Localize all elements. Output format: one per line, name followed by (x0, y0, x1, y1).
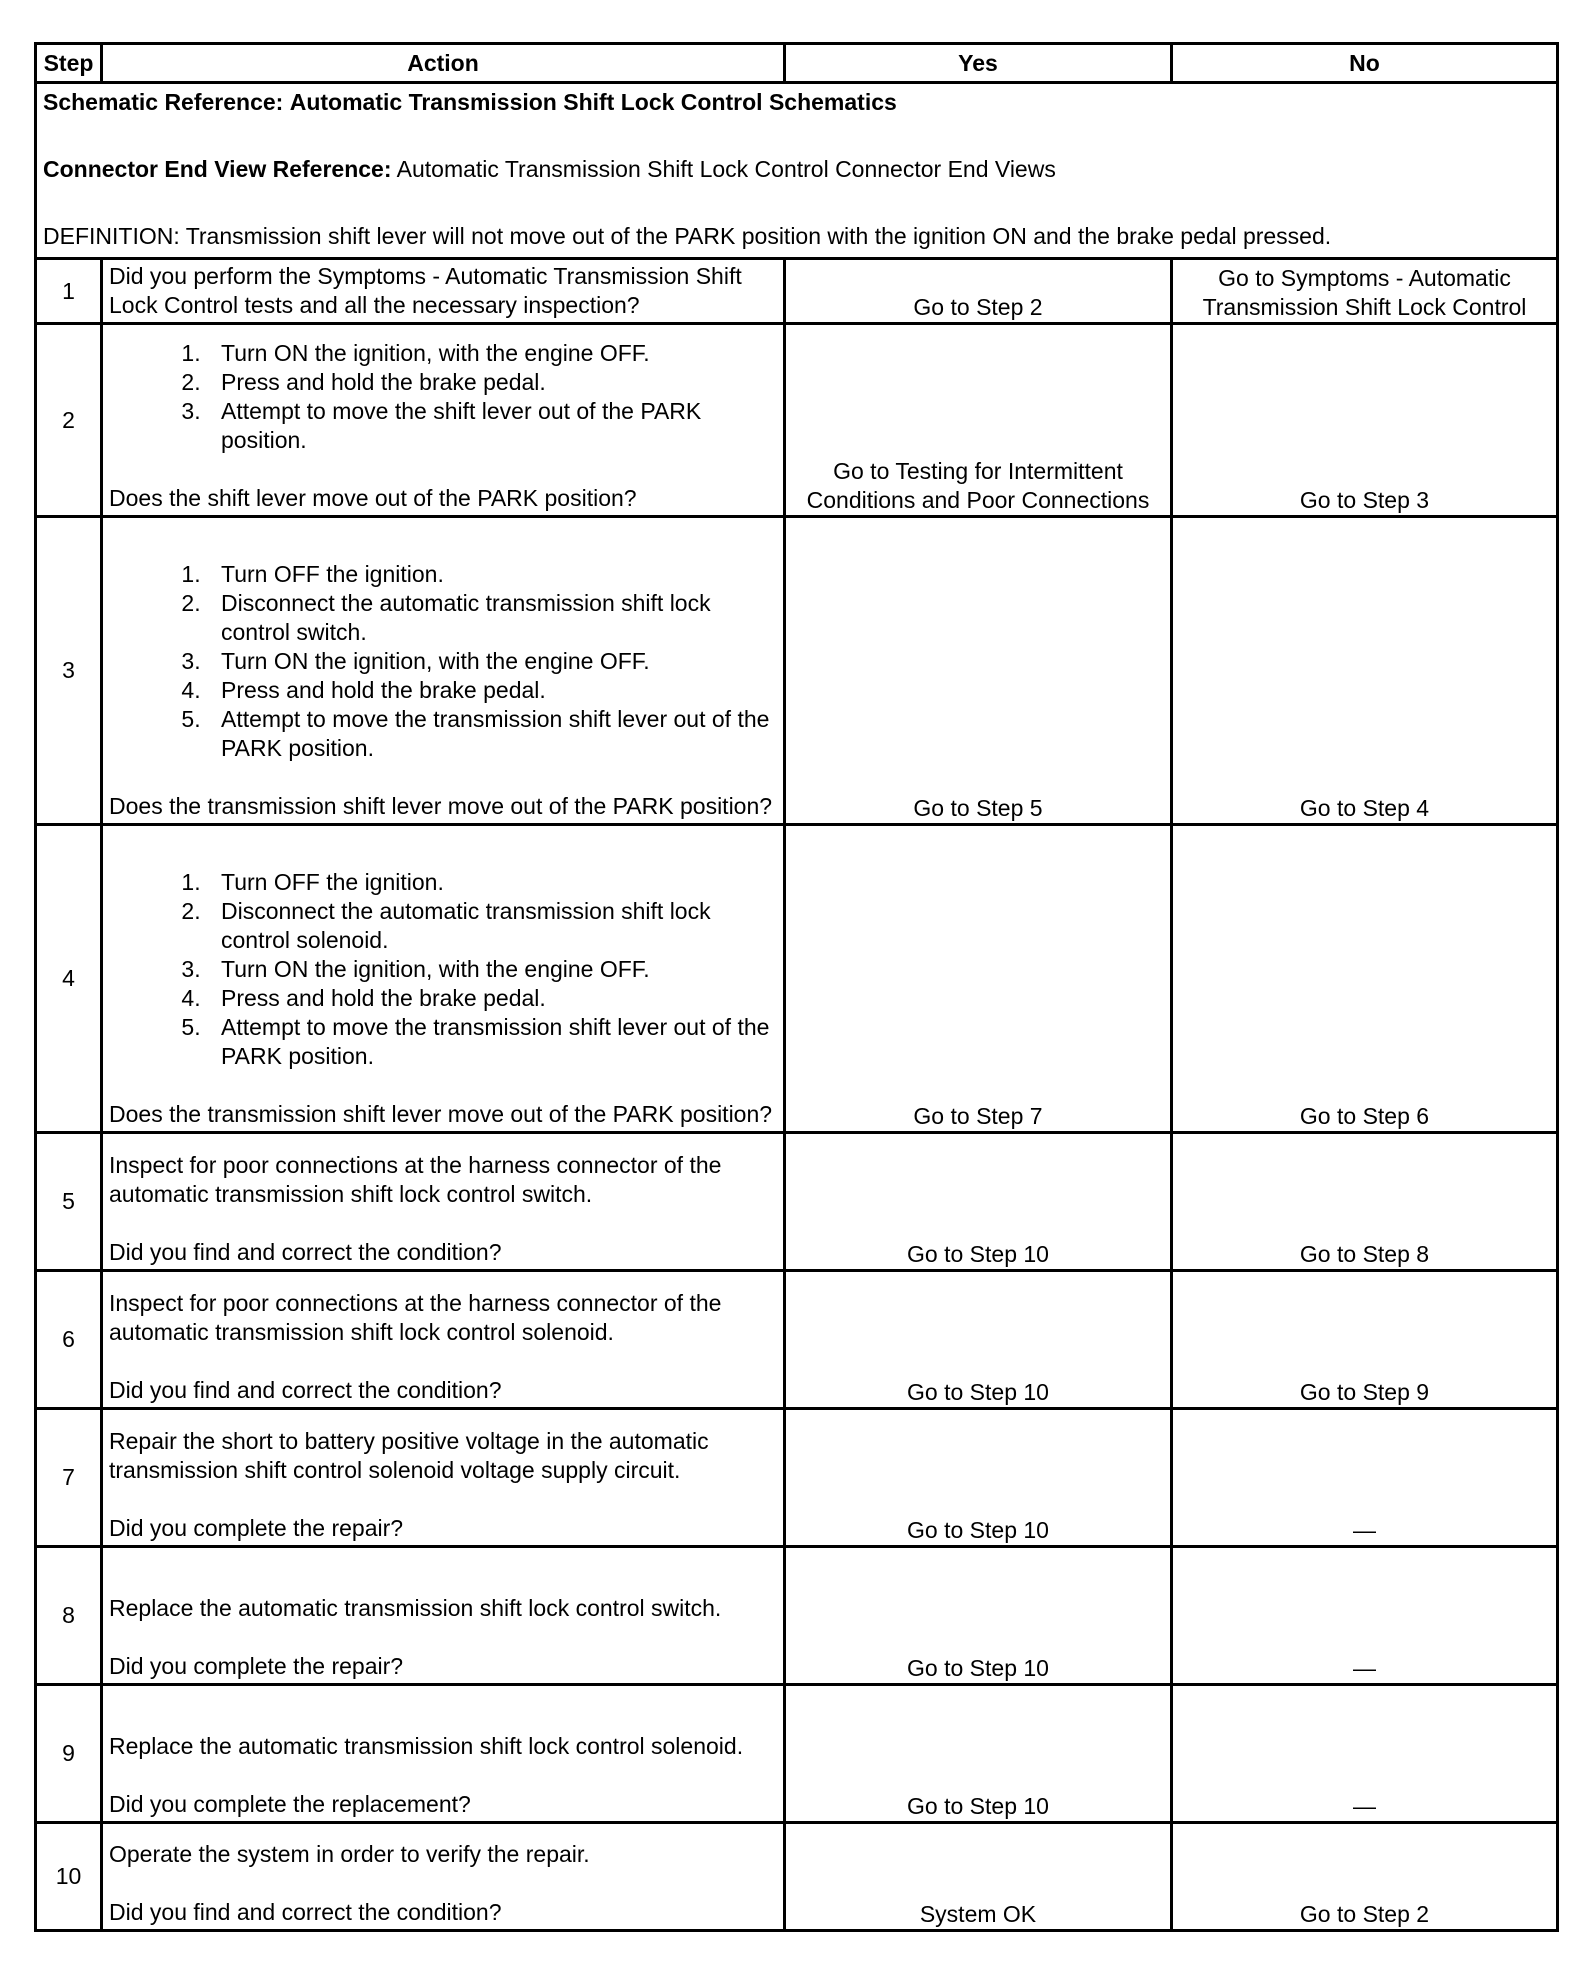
action-question: Does the transmission shift lever move out of the PARK position? (109, 793, 773, 819)
action-cell (102, 825, 785, 1133)
substep-list (109, 560, 777, 763)
diagnostic-table (34, 42, 1559, 1932)
action-text: Inspect for poor connections at the harness connector of the automatic transmission shift lock control solenoid. (109, 1290, 722, 1345)
substep-item: 5. Attempt to move the transmission shift lever out of the PARK position. (207, 705, 777, 763)
yes-outcome[interactable]: Go to Step 10 (785, 1685, 1172, 1823)
step-number: 10 (36, 1823, 102, 1931)
table-row (36, 517, 1558, 825)
schematic-reference-label: Schematic Reference: (43, 89, 284, 115)
definition-text: DEFINITION: Transmission shift lever will not move out of the PARK position with the ignition ON and the brake pedal pressed. (43, 223, 1332, 249)
table-row (36, 1409, 1558, 1547)
no-outcome[interactable]: Go to Step 4 (1172, 517, 1558, 825)
yes-outcome[interactable]: Go to Step 10 (785, 1547, 1172, 1685)
substep-item: 3. Turn ON the ignition, with the engine OFF. (207, 955, 777, 984)
substep-item: 3. Turn ON the ignition, with the engine OFF. (207, 647, 777, 676)
no-outcome[interactable]: Go to Symptoms - Automatic Transmission Shift Lock Control (1172, 259, 1558, 324)
yes-outcome[interactable]: Go to Step 7 (785, 825, 1172, 1133)
step-number: 8 (36, 1547, 102, 1685)
action-question: Did you find and correct the condition? (109, 1239, 502, 1265)
action-cell (102, 1133, 785, 1271)
header-no: No (1172, 44, 1558, 83)
no-outcome[interactable]: Go to Step 9 (1172, 1271, 1558, 1409)
substep-list (109, 868, 777, 1071)
substep-item: 2. Press and hold the brake pedal. (207, 368, 777, 397)
substep-item: 1. Turn ON the ignition, with the engine OFF. (207, 339, 777, 368)
action-question: Does the transmission shift lever move out of the PARK position? (109, 1101, 773, 1127)
action-cell (102, 1547, 785, 1685)
step-number: 4 (36, 825, 102, 1133)
action-text: Replace the automatic transmission shift lock control switch. (109, 1595, 722, 1621)
table-row (36, 1685, 1558, 1823)
table-row (36, 1133, 1558, 1271)
action-text: Did you perform the Symptoms - Automatic Transmission Shift Lock Control tests and all the necessary inspection? (109, 263, 742, 318)
substep-item: 5. Attempt to move the transmission shift lever out of the PARK position. (207, 1013, 777, 1071)
header-step: Step (36, 44, 102, 83)
reference-row (36, 83, 1558, 259)
schematic-reference-link[interactable]: Automatic Transmission Shift Lock Control Schematics (289, 89, 897, 115)
table-row (36, 324, 1558, 517)
substep-item: 2. Disconnect the automatic transmission shift lock control switch. (207, 589, 777, 647)
no-outcome[interactable]: — (1172, 1685, 1558, 1823)
yes-outcome[interactable]: Go to Step 2 (785, 259, 1172, 324)
yes-outcome[interactable]: Go to Step 5 (785, 517, 1172, 825)
header-row (36, 44, 1558, 83)
action-cell (102, 1685, 785, 1823)
reference-cell (36, 83, 1558, 259)
step-number: 7 (36, 1409, 102, 1547)
connector-reference-label: Connector End View Reference: (43, 156, 392, 182)
action-question: Did you complete the repair? (109, 1653, 404, 1679)
action-cell (102, 324, 785, 517)
step-number: 3 (36, 517, 102, 825)
action-cell (102, 259, 785, 324)
action-cell (102, 1409, 785, 1547)
step-number: 9 (36, 1685, 102, 1823)
substep-item: 1. Turn OFF the ignition. (207, 868, 777, 897)
table-row (36, 1547, 1558, 1685)
header-yes: Yes (785, 44, 1172, 83)
header-action: Action (102, 44, 785, 83)
action-question: Did you find and correct the condition? (109, 1377, 502, 1403)
step-number: 5 (36, 1133, 102, 1271)
substep-item: 1. Turn OFF the ignition. (207, 560, 777, 589)
no-outcome[interactable]: Go to Step 6 (1172, 825, 1558, 1133)
action-cell (102, 1823, 785, 1931)
table-row (36, 1823, 1558, 1931)
table-row (36, 825, 1558, 1133)
table-row (36, 259, 1558, 324)
action-text: Inspect for poor connections at the harness connector of the automatic transmission shift lock control switch. (109, 1152, 722, 1207)
action-text: Repair the short to battery positive voltage in the automatic transmission shift control solenoid voltage supply circuit. (109, 1428, 709, 1483)
substep-list (109, 339, 777, 455)
yes-outcome[interactable]: Go to Step 10 (785, 1133, 1172, 1271)
action-cell (102, 517, 785, 825)
substep-item: 2. Disconnect the automatic transmission shift lock control solenoid. (207, 897, 777, 955)
connector-reference-link[interactable]: Automatic Transmission Shift Lock Control Connector End Views (396, 156, 1056, 182)
step-number: 2 (36, 324, 102, 517)
step-number: 1 (36, 259, 102, 324)
action-question: Did you find and correct the condition? (109, 1899, 502, 1925)
no-outcome[interactable]: Go to Step 8 (1172, 1133, 1558, 1271)
substep-item: 4. Press and hold the brake pedal. (207, 676, 777, 705)
no-outcome[interactable]: Go to Step 3 (1172, 324, 1558, 517)
action-text: Operate the system in order to verify the repair. (109, 1841, 590, 1867)
step-number: 6 (36, 1271, 102, 1409)
substep-item: 3. Attempt to move the shift lever out of the PARK position. (207, 397, 777, 455)
yes-outcome[interactable]: System OK (785, 1823, 1172, 1931)
action-cell (102, 1271, 785, 1409)
table-row (36, 1271, 1558, 1409)
action-question: Did you complete the replacement? (109, 1791, 471, 1817)
action-text: Replace the automatic transmission shift lock control solenoid. (109, 1733, 744, 1759)
action-question: Does the shift lever move out of the PARK position? (109, 485, 637, 511)
no-outcome[interactable]: Go to Step 2 (1172, 1823, 1558, 1931)
substep-item: 4. Press and hold the brake pedal. (207, 984, 777, 1013)
yes-outcome[interactable]: Go to Step 10 (785, 1271, 1172, 1409)
yes-outcome[interactable]: Go to Testing for Intermittent Conditions and Poor Connections (785, 324, 1172, 517)
no-outcome[interactable]: — (1172, 1547, 1558, 1685)
no-outcome[interactable]: — (1172, 1409, 1558, 1547)
yes-outcome[interactable]: Go to Step 10 (785, 1409, 1172, 1547)
action-question: Did you complete the repair? (109, 1515, 404, 1541)
